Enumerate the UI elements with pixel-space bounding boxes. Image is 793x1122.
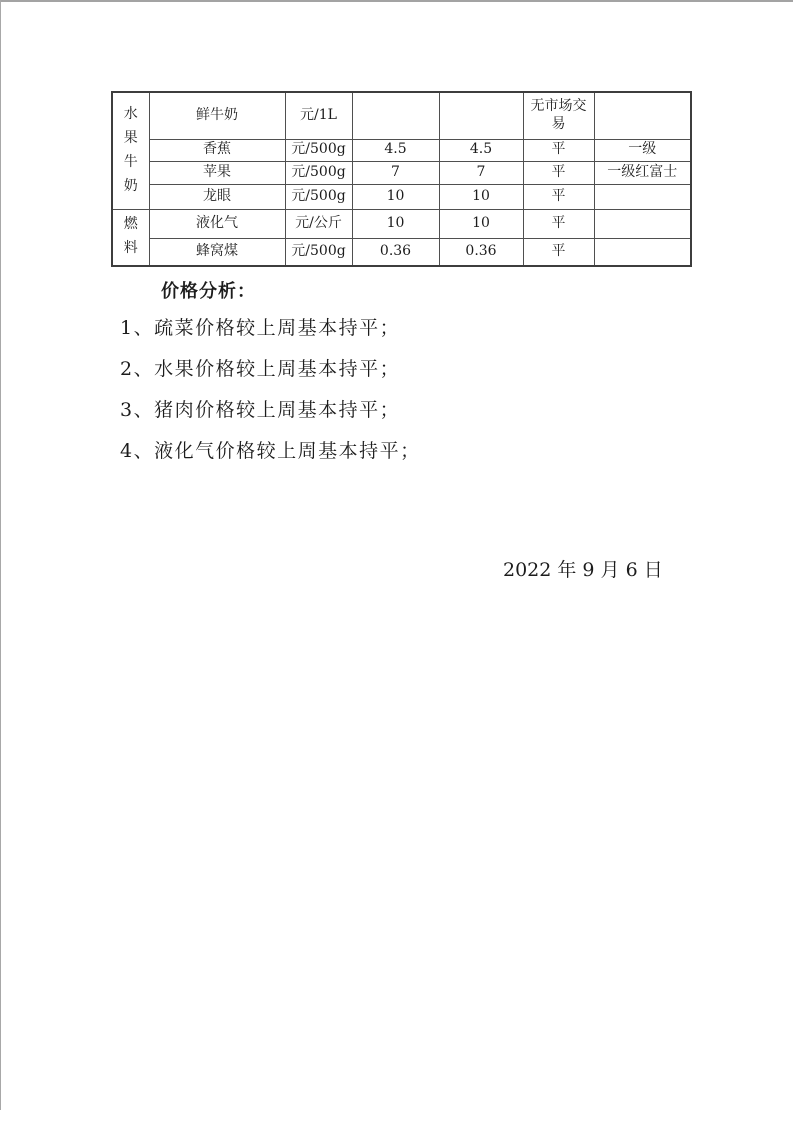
table-row bbox=[112, 238, 691, 266]
analysis-heading: 价格分析： bbox=[161, 281, 256, 302]
price-a-cell: 7 bbox=[352, 161, 439, 184]
item-cell: 蜂窝煤 bbox=[149, 238, 285, 266]
remark-cell: 一级红富士 bbox=[594, 161, 691, 184]
page-left-edge bbox=[0, 0, 1, 1110]
remark-cell: 一级 bbox=[594, 139, 691, 161]
table-row bbox=[112, 184, 691, 209]
price-b-cell: 10 bbox=[439, 184, 523, 209]
analysis-item-2: 2、水果价格较上周基本持平； bbox=[120, 358, 401, 380]
price-a-cell: 0.36 bbox=[352, 238, 439, 266]
analysis-item-3: 3、猪肉价格较上周基本持平； bbox=[120, 399, 401, 421]
category-label: 燃料 bbox=[123, 216, 138, 257]
item-cell: 龙眼 bbox=[149, 184, 285, 209]
trend-cell: 平 bbox=[523, 209, 594, 238]
price-b-cell bbox=[439, 92, 523, 139]
table-row bbox=[112, 161, 691, 184]
trend-cell: 无市场交易 bbox=[523, 92, 594, 139]
price-a-cell: 10 bbox=[352, 209, 439, 238]
unit-cell: 元/500g bbox=[285, 161, 352, 184]
category-label: 水果牛奶 bbox=[123, 106, 138, 194]
price-a-cell bbox=[352, 92, 439, 139]
page-top-edge bbox=[0, 0, 793, 2]
remark-cell bbox=[594, 238, 691, 266]
item-cell: 液化气 bbox=[149, 209, 285, 238]
remark-cell bbox=[594, 184, 691, 209]
item-cell: 香蕉 bbox=[149, 139, 285, 161]
table-row bbox=[112, 92, 691, 139]
price-a-cell: 4.5 bbox=[352, 139, 439, 161]
price-b-cell: 4.5 bbox=[439, 139, 523, 161]
price-b-cell: 0.36 bbox=[439, 238, 523, 266]
item-cell: 鲜牛奶 bbox=[149, 92, 285, 139]
remark-cell bbox=[594, 92, 691, 139]
table-row bbox=[112, 139, 691, 161]
price-b-cell: 7 bbox=[439, 161, 523, 184]
unit-cell: 元/1L bbox=[285, 92, 352, 139]
trend-cell: 平 bbox=[523, 139, 594, 161]
unit-cell: 元/500g bbox=[285, 184, 352, 209]
trend-cell: 平 bbox=[523, 161, 594, 184]
unit-cell: 元/500g bbox=[285, 139, 352, 161]
unit-cell: 元/500g bbox=[285, 238, 352, 266]
unit-cell: 元/公斤 bbox=[285, 209, 352, 238]
price-b-cell: 10 bbox=[439, 209, 523, 238]
analysis-item-4: 4、液化气价格较上周基本持平； bbox=[120, 440, 421, 462]
category-cell-fruit-milk bbox=[112, 92, 149, 209]
price-table bbox=[111, 91, 692, 267]
table-row bbox=[112, 209, 691, 238]
analysis-item-1: 1、疏菜价格较上周基本持平； bbox=[120, 317, 401, 339]
price-a-cell: 10 bbox=[352, 184, 439, 209]
trend-cell: 平 bbox=[523, 184, 594, 209]
remark-cell bbox=[594, 209, 691, 238]
trend-cell: 平 bbox=[523, 238, 594, 266]
category-cell-fuel bbox=[112, 209, 149, 266]
item-cell: 苹果 bbox=[149, 161, 285, 184]
date-line: 2022 年 9 月 6 日 bbox=[503, 559, 663, 581]
